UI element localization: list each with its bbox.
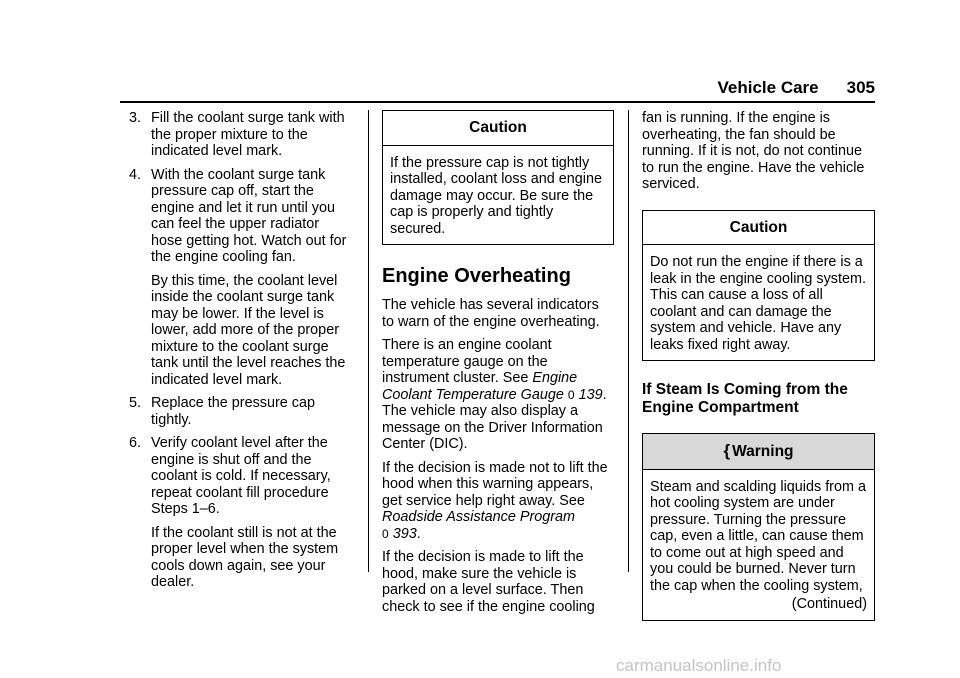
list-item: 3. Fill the coolant surge tank with the proper mixture to the indicated level mark. xyxy=(129,110,345,159)
column-divider xyxy=(628,110,629,572)
step-note: By this time, the coolant level inside the coolant surge tank may be lower. If the level is lower, add more of the proper mixture to the coolant surge tank until the level reaches the indicated level mark. xyxy=(151,272,346,388)
paragraph: If the decision is made not to lift the hood when this warning appears, get service help right away. See Roadside Assistance Program 0 393. xyxy=(382,459,608,542)
continued-label: (Continued) xyxy=(791,596,867,612)
page-reference[interactable]: 393 xyxy=(392,525,417,542)
page-arrow-icon: 0 xyxy=(567,387,575,402)
warning-title: Warning xyxy=(732,443,794,460)
cross-reference-link[interactable]: Engine Coolant Temperature Gauge xyxy=(382,370,578,403)
page-header xyxy=(0,78,875,98)
page-number: 305 xyxy=(846,78,875,97)
page-reference[interactable]: 139 xyxy=(578,386,603,403)
caution-title: Caution xyxy=(383,111,613,146)
cross-reference-link[interactable]: Roadside Assistance Program xyxy=(382,509,576,525)
paragraph: fan is running. If the engine is overheating, the fan should be running. If it is not, do not continue to run the engine. Have the vehicle serviced. xyxy=(642,110,865,192)
list-item: 5. Replace the pressure cap tightly. xyxy=(129,395,315,428)
section-title: Vehicle Care xyxy=(717,78,819,97)
list-item: 4. With the coolant surge tank pressure cap off, start the engine and let it run until you can feel the upper radiator hose getting hot. Watch out for the engine cooling fan. xyxy=(129,166,347,265)
section-heading: Engine Overheating xyxy=(382,265,571,287)
caution-text: If the pressure cap is not tightly installed, coolant loss and engine damage may occur. Be sure the cap is properly and tightly secured. xyxy=(390,154,603,237)
subsection-heading: If Steam Is Coming from the Engine Compartment xyxy=(642,381,848,416)
page-arrow-icon: 0 xyxy=(382,526,389,541)
header-rule xyxy=(120,101,875,103)
column-1 xyxy=(129,110,354,598)
caution-text: Do not run the engine if there is a leak in the engine cooling system. This can cause a loss of all coolant and can damage the system and vehicle. Have any leaks fixed right away. xyxy=(650,254,866,353)
warning-box xyxy=(642,433,875,621)
warning-icon: { xyxy=(723,441,731,460)
warning-text: Steam and scalding liquids from a hot cooling system are under pressure. Turning the pressure cap, even a little, can cause them to come out at high speed and you could be burned. Never turn the cap when the cooling system, (Continued) xyxy=(650,478,867,612)
column-3 xyxy=(642,110,875,641)
warning-header xyxy=(643,434,874,470)
step-note: If the coolant still is not at the proper level when the system cools down again, see your dealer. xyxy=(151,524,339,590)
paragraph: The vehicle has several indicators to warn of the engine overheating. xyxy=(382,297,600,330)
caution-title: Caution xyxy=(643,211,874,246)
caution-box xyxy=(382,110,614,245)
paragraph: There is an engine coolant temperature gauge on the instrument cluster. See Engine Coolant Temperature Gauge 0 139. The vehicle may also display a message on the Driver Information Center (DIC). xyxy=(382,337,607,452)
watermark: carmanualsonline.info xyxy=(616,656,782,675)
caution-box xyxy=(642,210,875,362)
column-divider xyxy=(368,110,369,572)
list-item: 6. Verify coolant level after the engine is shut off and the coolant is cold. If necessary, repeat coolant fill procedure Steps 1–6. xyxy=(129,435,331,517)
column-2 xyxy=(382,110,614,622)
paragraph: If the decision is made to lift the hood, make sure the vehicle is parked on a level surface. Then check to see if the engine cooling xyxy=(382,549,595,615)
